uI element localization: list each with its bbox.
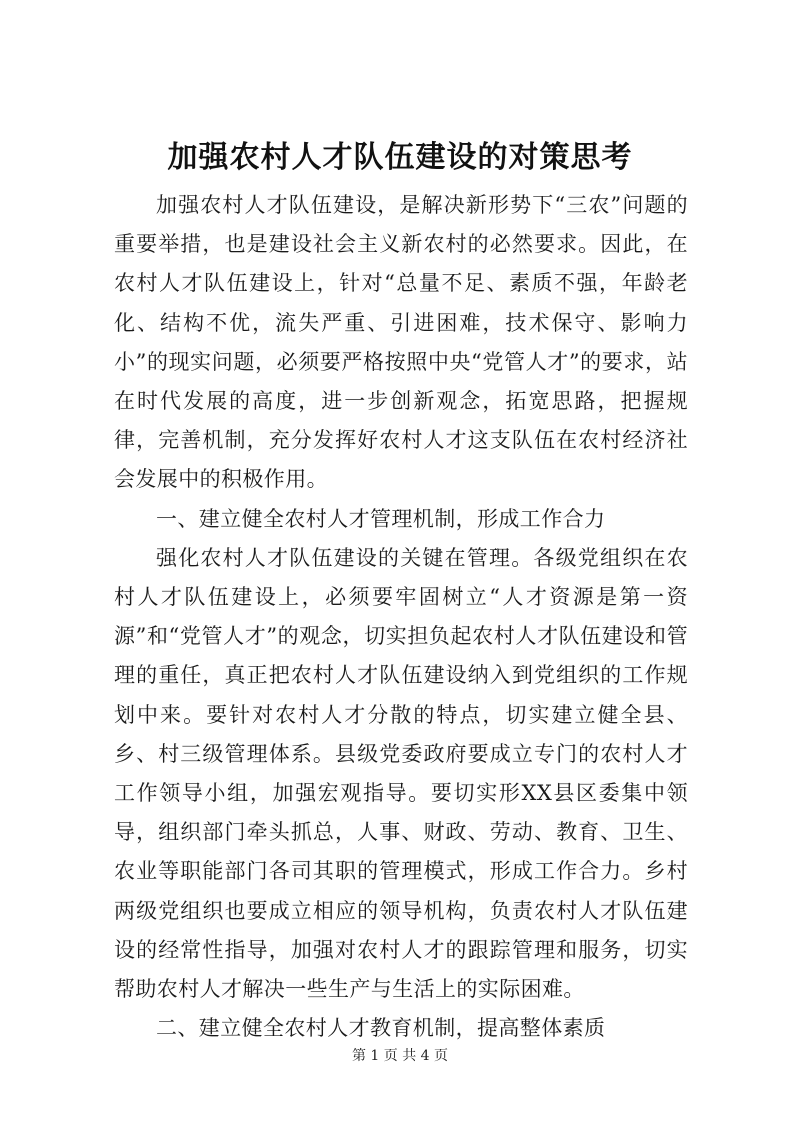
document-body xyxy=(114,186,688,1048)
paragraph-management: 强化农村人才队伍建设的关键在管理。各级党组织在农村人才队伍建设上，必须要牢固树立“人才资源是第一资源”和“党管人才”的观念，切实担负起农村人才队伍建设和管理的重任，真正把农村人才队伍建设纳入到党组织的工作规划中来。要针对农村人才分散的特点，切实建立健全县、乡、村三级管理体系。县级党委政府要成立专门的农村人才工作领导小组，加强宏观指导。要切实形XX县区委集中领导，组织部门牵头抓总，人事、财政、劳动、教育、卫生、农业等职能部门各司其职的管理模式，形成工作合力。乡村两级党组织也要成立相应的领导机构，负责农村人才队伍建设的经常性指导，加强对农村人才的跟踪管理和服务，切实帮助农村人才解决一些生产与生活上的实际困难。 xyxy=(114,545,688,1002)
document-title: 加强农村人才队伍建设的对策思考 xyxy=(167,140,633,175)
page-footer: 第 1 页 共 4 页 xyxy=(351,1048,449,1064)
section-heading-2: 二、建立健全农村人才教育机制，提高整体素质 xyxy=(156,1016,606,1041)
section-heading-1: 一、建立健全农村人才管理机制，形成工作合力 xyxy=(156,506,606,531)
paragraph-intro: 加强农村人才队伍建设，是解决新形势下“三农”问题的重要举措，也是建设社会主义新农村的必然要求。因此，在农村人才队伍建设上，针对“总量不足、素质不强，年龄老化、结构不优，流失严重、引进困难，技术保守、影响力小”的现实问题，必须要严格按照中央“党管人才”的要求，站在时代发展的高度，进一步创新观念，拓宽思路，把握规律，完善机制，充分发挥好农村人才这支队伍在农村经济社会发展中的积极作用。 xyxy=(114,193,688,492)
